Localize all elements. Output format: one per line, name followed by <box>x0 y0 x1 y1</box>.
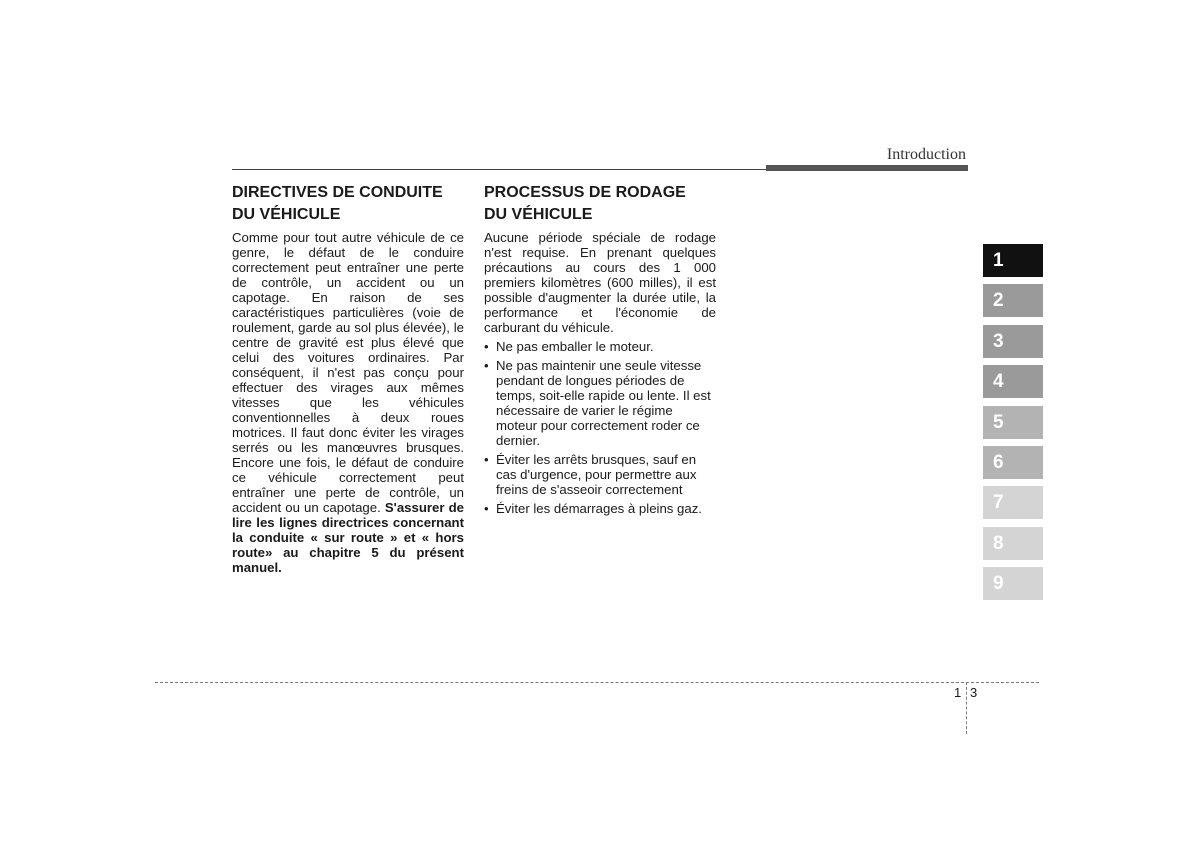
list-item <box>484 358 716 448</box>
directives-paragraph <box>232 230 464 575</box>
heading-line-2: DU VÉHICULE <box>484 206 593 223</box>
list-item <box>484 452 716 497</box>
bullet-icon: • <box>484 452 489 467</box>
chapter-tab-7[interactable]: 7 <box>983 486 1043 519</box>
heading-line-1: DIRECTIVES DE CONDUITE <box>232 184 443 201</box>
list-item <box>484 339 716 354</box>
bullet-icon: • <box>484 501 489 516</box>
chapter-tab-6[interactable]: 6 <box>983 446 1043 479</box>
heading-rodage <box>484 182 716 226</box>
directives-body: Comme pour tout autre véhicule de ce genre, le défaut de le conduire correctement peut entraîner une perte de contrôle, un accident ou un capotage. En raison de ses caractéristiques particulières (voie de roulement, garde au sol plus élevée), le centre de gravité est plus élevé que celui des voitures ordinaires. Par conséquent, il n'est pas conçu pour effectuer des virages aux mêmes vitesses que les véhicules conventionnelles à deux roues motrices. Il faut donc éviter les virages serrés ou les manœuvres brusques. Encore une fois, le défaut de conduire ce véhicule correctement peut entraîner une perte de contrôle, un accident ou un capotage. <box>232 230 464 515</box>
left-column <box>232 182 464 575</box>
rodage-bullet-list <box>484 339 716 516</box>
list-item-text: Ne pas maintenir une seule vitesse pendant de longues périodes de temps, soit-elle rapide ou lente. Il est nécessaire de varier le régime moteur pour correctement roder ce dernier. <box>496 358 711 448</box>
heading-directives <box>232 182 464 226</box>
chapter-tab-1[interactable]: 1 <box>983 244 1043 277</box>
chapter-tabs <box>983 244 1043 608</box>
header-rule-accent <box>766 165 968 171</box>
section-title: Introduction <box>886 146 966 163</box>
chapter-tab-9[interactable]: 9 <box>983 567 1043 600</box>
chapter-tab-4[interactable]: 4 <box>983 365 1043 398</box>
footer-divider <box>155 682 1039 683</box>
footer-page-number: 3 <box>970 685 978 700</box>
chapter-tab-8[interactable]: 8 <box>983 527 1043 560</box>
header-rule <box>232 169 766 170</box>
bullet-icon: • <box>484 339 489 354</box>
right-column <box>484 182 716 520</box>
directives-body-bold: S'assurer de lire les lignes directrices concernant la conduite « sur route » et « hors route» au chapitre 5 du présent manuel. <box>232 500 464 575</box>
footer-chapter-number: 1 <box>954 685 962 700</box>
page-number-divider <box>966 682 967 734</box>
heading-line-1: PROCESSUS DE RODAGE <box>484 184 686 201</box>
chapter-tab-2[interactable]: 2 <box>983 284 1043 317</box>
list-item-text: Éviter les arrêts brusques, sauf en cas d'urgence, pour permettre aux freins de s'asseoir correctement <box>496 452 697 497</box>
rodage-paragraph: Aucune période spéciale de rodage n'est requise. En prenant quelques précautions au cours des 1 000 premiers kilomètres (600 milles), il est possible d'augmenter la durée utile, la performance et l'économie de carburant du véhicule. <box>484 230 716 335</box>
chapter-tab-3[interactable]: 3 <box>983 325 1043 358</box>
heading-line-2: DU VÉHICULE <box>232 206 341 223</box>
list-item <box>484 501 716 516</box>
chapter-tab-5[interactable]: 5 <box>983 406 1043 439</box>
list-item-text: Éviter les démarrages à pleins gaz. <box>496 501 702 516</box>
list-item-text: Ne pas emballer le moteur. <box>496 339 654 354</box>
bullet-icon: • <box>484 358 489 373</box>
